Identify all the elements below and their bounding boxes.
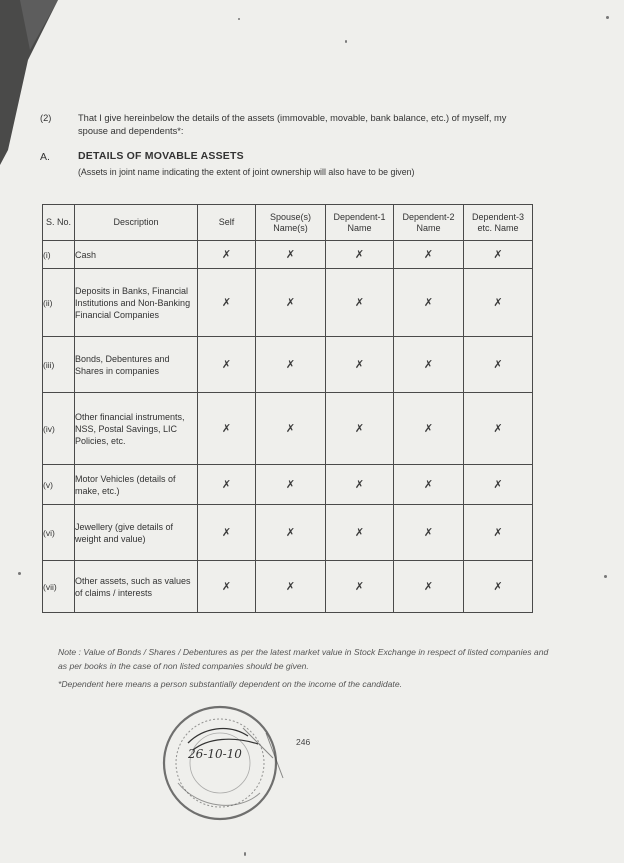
row-sno: (vii) [43, 561, 75, 613]
cross-mark: ✗ [198, 561, 256, 613]
row-sno: (iii) [43, 337, 75, 393]
cross-mark: ✗ [198, 393, 256, 465]
header-sno: S. No. [43, 205, 75, 241]
cross-mark: ✗ [464, 393, 533, 465]
table-header-row [43, 205, 533, 241]
paper-speck [606, 16, 609, 19]
paragraph-number: (2) [40, 113, 52, 123]
cross-mark: ✗ [394, 337, 464, 393]
cross-mark: ✗ [394, 465, 464, 505]
note-text: Note : Value of Bonds / Shares / Debentures as per the latest market value in Stock Exchange in respect of listed companies and as per books in the case of non listed companies should be given. [58, 647, 549, 671]
header-self: Self [198, 205, 256, 241]
cross-mark: ✗ [394, 505, 464, 561]
table-row [43, 241, 533, 269]
table-row [43, 505, 533, 561]
cross-mark: ✗ [198, 269, 256, 337]
cross-mark: ✗ [198, 465, 256, 505]
stamp-date: 26-10-10 [188, 747, 242, 761]
intro-paragraph: That I give hereinbelow the details of the assets (immovable, movable, bank balance, etc.) of myself, my spouse and dependents*: [78, 113, 507, 136]
table-row [43, 337, 533, 393]
cross-mark: ✗ [198, 505, 256, 561]
official-seal-stamp [148, 698, 298, 828]
cross-mark: ✗ [256, 505, 326, 561]
row-sno: (ii) [43, 269, 75, 337]
header-description: Description [75, 205, 198, 241]
paper-speck [604, 575, 607, 578]
section-subtitle: (Assets in joint name indicating the extent of joint ownership will also have to be given) [78, 167, 415, 177]
cross-mark: ✗ [464, 269, 533, 337]
folded-corner-shadow [0, 0, 60, 170]
header-dependent-2: Dependent-2 Name [394, 205, 464, 241]
table-row [43, 561, 533, 613]
section-title: DETAILS OF MOVABLE ASSETS [78, 150, 244, 162]
row-description: Other assets, such as values of claims / interests [75, 561, 198, 613]
paper-speck [244, 852, 246, 856]
cross-mark: ✗ [464, 561, 533, 613]
paper-speck [238, 18, 240, 20]
row-sno: (v) [43, 465, 75, 505]
cross-mark: ✗ [326, 241, 394, 269]
table-row [43, 465, 533, 505]
table-row [43, 269, 533, 337]
row-sno: (i) [43, 241, 75, 269]
section-letter: A. [40, 151, 50, 163]
cross-mark: ✗ [256, 393, 326, 465]
footnote-text: *Dependent here means a person substantially dependent on the income of the candidate. [58, 679, 402, 689]
cross-mark: ✗ [394, 269, 464, 337]
cross-mark: ✗ [256, 561, 326, 613]
row-description: Cash [75, 241, 198, 269]
cross-mark: ✗ [394, 241, 464, 269]
cross-mark: ✗ [256, 337, 326, 393]
row-description: Motor Vehicles (details of make, etc.) [75, 465, 198, 505]
cross-mark: ✗ [464, 505, 533, 561]
table-row [43, 393, 533, 465]
row-sno: (iv) [43, 393, 75, 465]
header-dependent-3: Dependent-3 etc. Name [464, 205, 533, 241]
cross-mark: ✗ [394, 393, 464, 465]
cross-mark: ✗ [394, 561, 464, 613]
cross-mark: ✗ [326, 505, 394, 561]
cross-mark: ✗ [326, 465, 394, 505]
cross-mark: ✗ [464, 241, 533, 269]
cross-mark: ✗ [326, 561, 394, 613]
cross-mark: ✗ [326, 393, 394, 465]
cross-mark: ✗ [198, 337, 256, 393]
row-description: Bonds, Debentures and Shares in companies [75, 337, 198, 393]
header-dependent-1: Dependent-1 Name [326, 205, 394, 241]
paper-speck [345, 40, 347, 43]
cross-mark: ✗ [198, 241, 256, 269]
cross-mark: ✗ [464, 465, 533, 505]
page-number: 246 [296, 737, 311, 747]
cross-mark: ✗ [256, 465, 326, 505]
row-description: Other financial instruments, NSS, Postal Savings, LIC Policies, etc. [75, 393, 198, 465]
row-sno: (vi) [43, 505, 75, 561]
row-description: Jewellery (give details of weight and value) [75, 505, 198, 561]
paper-speck [18, 572, 21, 575]
cross-mark: ✗ [326, 337, 394, 393]
header-spouse: Spouse(s) Name(s) [256, 205, 326, 241]
movable-assets-table [42, 204, 533, 613]
cross-mark: ✗ [326, 269, 394, 337]
cross-mark: ✗ [464, 337, 533, 393]
row-description: Deposits in Banks, Financial Institutions and Non-Banking Financial Companies [75, 269, 198, 337]
cross-mark: ✗ [256, 269, 326, 337]
cross-mark: ✗ [256, 241, 326, 269]
